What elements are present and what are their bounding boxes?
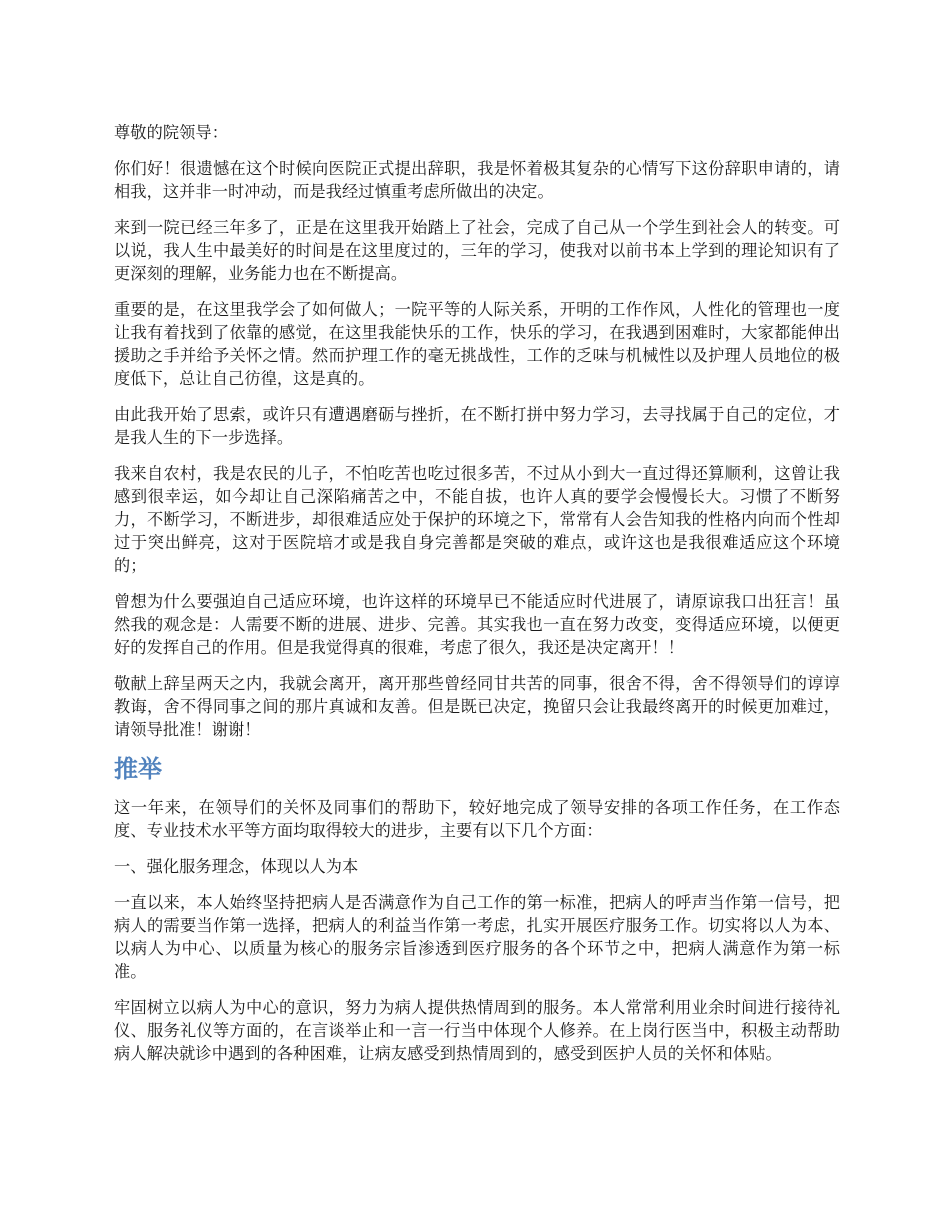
letter-paragraph-1: 你们好！很遗憾在这个时候向医院正式提出辞职，我是怀着极其复杂的心情写下这份辞职申请的，请相我，这并非一时冲动，而是我经过慎重考虑所做出的决定。: [114, 159, 840, 201]
letter-paragraph-5: 我来自农村，我是农民的儿子，不怕吃苦也吃过很多苦，不过从小到大一直过得还算顺利，这曾让我感到很幸运，如今却让自己深陷痛苦之中，不能自拔，也许人真的要学会慢慢长大。习惯了不断努力，不断学习，不断进步，却很难适应处于保护的环境之下，常常有人会告知我的性格内向而个性却过于突出鲜亮，这对于医院培才或是我自身完善都是突破的难点，或许这也是我很难适应这个环境的；: [114, 464, 840, 575]
document-page: [114, 121, 840, 1078]
letter-paragraph-2: 来到一院已经三年多了，正是在这里我开始踏上了社会，完成了自己从一个学生到社会人的转变。可以说，我人生中最美好的时间是在这里度过的，三年的学习，使我对以前书本上学到的理论知识有了更深刻的理解，业务能力也在不断提高。: [114, 218, 840, 283]
section-heading: 推举: [114, 755, 162, 783]
salutation: 尊敬的院领导：: [114, 123, 229, 142]
section-paragraph-2: 一直以来，本人始终坚持把病人是否满意作为自己工作的第一标准，把病人的呼声当作第一信号，把病人的需要当作第一选择，把病人的利益当作第一考虑，扎实开展医疗服务工作。切实将以人为本、以病人为中心、以质量为核心的服务宗旨渗透到医疗服务的各个环节之中，把病人满意作为第一标准。: [114, 893, 840, 981]
letter-paragraph-4: 由此我开始了思索，或许只有遭遇磨砺与挫折，在不断打拼中努力学习，去寻找属于自己的定位，才是我人生的下一步选择。: [114, 405, 840, 447]
section-subheading: 一、强化服务理念，体现以人为本: [114, 857, 359, 876]
section-paragraph-3: 牢固树立以病人为中心的意识，努力为病人提供热情周到的服务。本人常常利用业余时间进行接待礼仪、服务礼仪等方面的，在言谈举止和一言一行当中体现个人修养。在上岗行医当中，积极主动帮助病人解决就诊中遇到的各种困难，让病友感受到热情周到的，感受到医护人员的关怀和体贴。: [114, 998, 840, 1063]
letter-paragraph-6: 曾想为什么要强迫自己适应环境，也许这样的环境早已不能适应时代进展了，请原谅我口出狂言！虽然我的观念是：人需要不断的进展、进步、完善。其实我也一直在努力改变，变得适应环境，以便更好的发挥自己的作用。但是我觉得真的很难，考虑了很久，我还是决定离开！！: [114, 592, 840, 657]
section-paragraph-1: 这一年来，在领导们的关怀及同事们的帮助下，较好地完成了领导安排的各项工作任务，在工作态度、专业技术水平等方面均取得较大的进步，主要有以下几个方面：: [114, 798, 840, 840]
letter-paragraph-7: 敬献上辞呈两天之内，我就会离开，离开那些曾经同甘共苦的同事，很舍不得，舍不得领导们的谆谆教诲，舍不得同事之间的那片真诚和友善。但是既已决定，挽留只会让我最终离开的时候更加难过，请领导批准！谢谢！: [114, 674, 840, 739]
letter-paragraph-3: 重要的是，在这里我学会了如何做人；一院平等的人际关系，开明的工作作风，人性化的管理也一度让我有着找到了依靠的感觉，在这里我能快乐的工作，快乐的学习，在我遇到困难时，大家都能伸出援助之手并给予关怀之情。然而护理工作的毫无挑战性，工作的乏味与机械性以及护理人员地位的极度低下，总让自己彷徨，这是真的。: [114, 300, 840, 388]
